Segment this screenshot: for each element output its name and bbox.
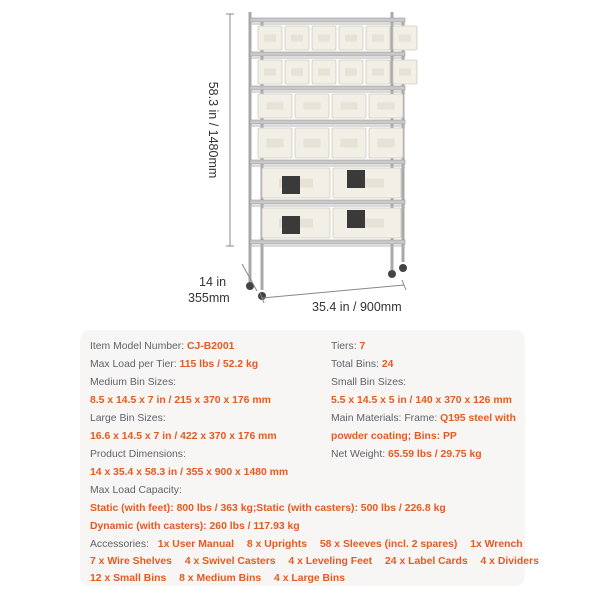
max-load-label: Max Load per Tier: bbox=[90, 359, 177, 370]
tiers-label: Tiers: bbox=[331, 341, 357, 352]
bin-label-slot bbox=[399, 34, 411, 41]
bin-label-slot bbox=[378, 139, 395, 148]
medium-bin-label: Medium Bin Sizes: bbox=[90, 377, 177, 388]
bin-label-slot bbox=[345, 68, 357, 75]
total-bins-label: Total Bins: bbox=[331, 359, 379, 370]
height-dimension-text: 58.3 in / 1480mm bbox=[206, 81, 220, 179]
accessory-item: 4 x Swivel Casters bbox=[184, 556, 276, 567]
accessory-item: 7 x Wire Shelves bbox=[90, 556, 172, 567]
wire-shelf bbox=[250, 120, 405, 124]
accessory-item: 8 x Uprights bbox=[246, 539, 307, 550]
depth-dimension-mm: 355mm bbox=[188, 291, 230, 305]
bin-divider bbox=[282, 176, 300, 194]
swivel-caster bbox=[399, 264, 407, 272]
large-bin-value: 16.6 x 14.5 x 7 in / 422 x 370 x 176 mm bbox=[90, 431, 277, 442]
bin-label-slot bbox=[372, 68, 384, 75]
large-bin-label: Large Bin Sizes: bbox=[90, 413, 166, 424]
accessory-item: 8 x Medium Bins bbox=[179, 573, 262, 584]
depth-dimension-in: 14 in bbox=[199, 275, 227, 289]
total-bins-value: 24 bbox=[381, 359, 394, 370]
bin-label-slot bbox=[264, 34, 276, 41]
bin-label-slot bbox=[318, 68, 330, 75]
bin-label-slot bbox=[267, 139, 284, 148]
accessory-item: 4 x Large Bins bbox=[274, 573, 346, 584]
wire-shelf bbox=[250, 200, 405, 204]
materials-value-1: Q195 steel with bbox=[440, 413, 516, 424]
materials-value-2: powder coating; Bins: PP bbox=[331, 431, 457, 442]
accessories-label: Accessories: bbox=[90, 539, 149, 550]
product-dimensions-label: Product Dimensions: bbox=[90, 449, 186, 460]
bin-label-slot bbox=[341, 102, 358, 109]
accessory-item: 1x User Manual bbox=[157, 539, 235, 550]
bin-label-slot bbox=[304, 139, 321, 148]
bin-label-slot bbox=[399, 68, 411, 75]
accessory-item: 4 x Leveling Feet bbox=[288, 556, 373, 567]
bin-divider bbox=[347, 210, 365, 228]
wire-shelf bbox=[250, 18, 405, 22]
model-value: CJ-B2001 bbox=[187, 341, 235, 352]
bin-label-slot bbox=[378, 102, 395, 109]
wire-shelf bbox=[250, 86, 405, 90]
small-bin-label: Small Bin Sizes: bbox=[331, 377, 407, 388]
bin-divider bbox=[282, 216, 300, 234]
wire-shelf bbox=[250, 240, 405, 244]
specifications-panel bbox=[80, 330, 539, 586]
dimension-lines bbox=[226, 14, 406, 303]
bin-label-slot bbox=[345, 34, 357, 41]
max-capacity-dynamic: Dynamic (with casters): 260 lbs / 117.93 kg bbox=[90, 521, 300, 532]
bin-label-slot bbox=[341, 139, 358, 148]
height-dimension-label bbox=[205, 81, 220, 179]
bin-label-slot bbox=[291, 68, 303, 75]
net-weight-label: Net Weight: bbox=[331, 449, 386, 460]
max-capacity-static: Static (with feet): 800 lbs / 363 kg;Static (with casters): 500 lbs / 226.8 kg bbox=[90, 503, 446, 514]
wire-shelf bbox=[250, 160, 405, 164]
max-load-value: 115 lbs / 52.2 kg bbox=[179, 359, 259, 370]
width-dimension-label: 35.4 in / 900mm bbox=[312, 300, 402, 314]
small-bin-value: 5.5 x 14.5 x 5 in / 140 x 370 x 126 mm bbox=[331, 395, 512, 406]
accessory-item: 4 x Dividers bbox=[480, 556, 539, 567]
bin-label-slot bbox=[304, 102, 321, 109]
wire-shelf-rack bbox=[246, 12, 417, 300]
accessory-item: 12 x Small Bins bbox=[90, 573, 167, 584]
model-label: Item Model Number: bbox=[90, 341, 185, 352]
max-capacity-label: Max Load Capacity: bbox=[90, 485, 182, 496]
materials-label: Main Materials: Frame: bbox=[331, 413, 438, 424]
bin-label-slot bbox=[264, 68, 276, 75]
medium-bin-value: 8.5 x 14.5 x 7 in / 215 x 370 x 176 mm bbox=[90, 395, 271, 406]
swivel-caster bbox=[388, 270, 396, 278]
bin-label-slot bbox=[372, 34, 384, 41]
product-dimensions-value: 14 x 35.4 x 58.3 in / 355 x 900 x 1480 mm bbox=[90, 467, 289, 478]
bin-label-slot bbox=[318, 34, 330, 41]
accessory-item: 24 x Label Cards bbox=[385, 556, 468, 567]
bin-label-slot bbox=[267, 102, 284, 109]
accessory-item: 58 x Sleeves (incl. 2 spares) bbox=[319, 539, 458, 550]
bin-divider bbox=[347, 170, 365, 188]
tiers-value: 7 bbox=[359, 341, 366, 352]
net-weight-value: 65.59 lbs / 29.75 kg bbox=[388, 449, 482, 460]
bin-label-slot bbox=[291, 34, 303, 41]
wire-shelf bbox=[250, 52, 405, 56]
accessory-item: 1x Wrench bbox=[470, 539, 523, 550]
